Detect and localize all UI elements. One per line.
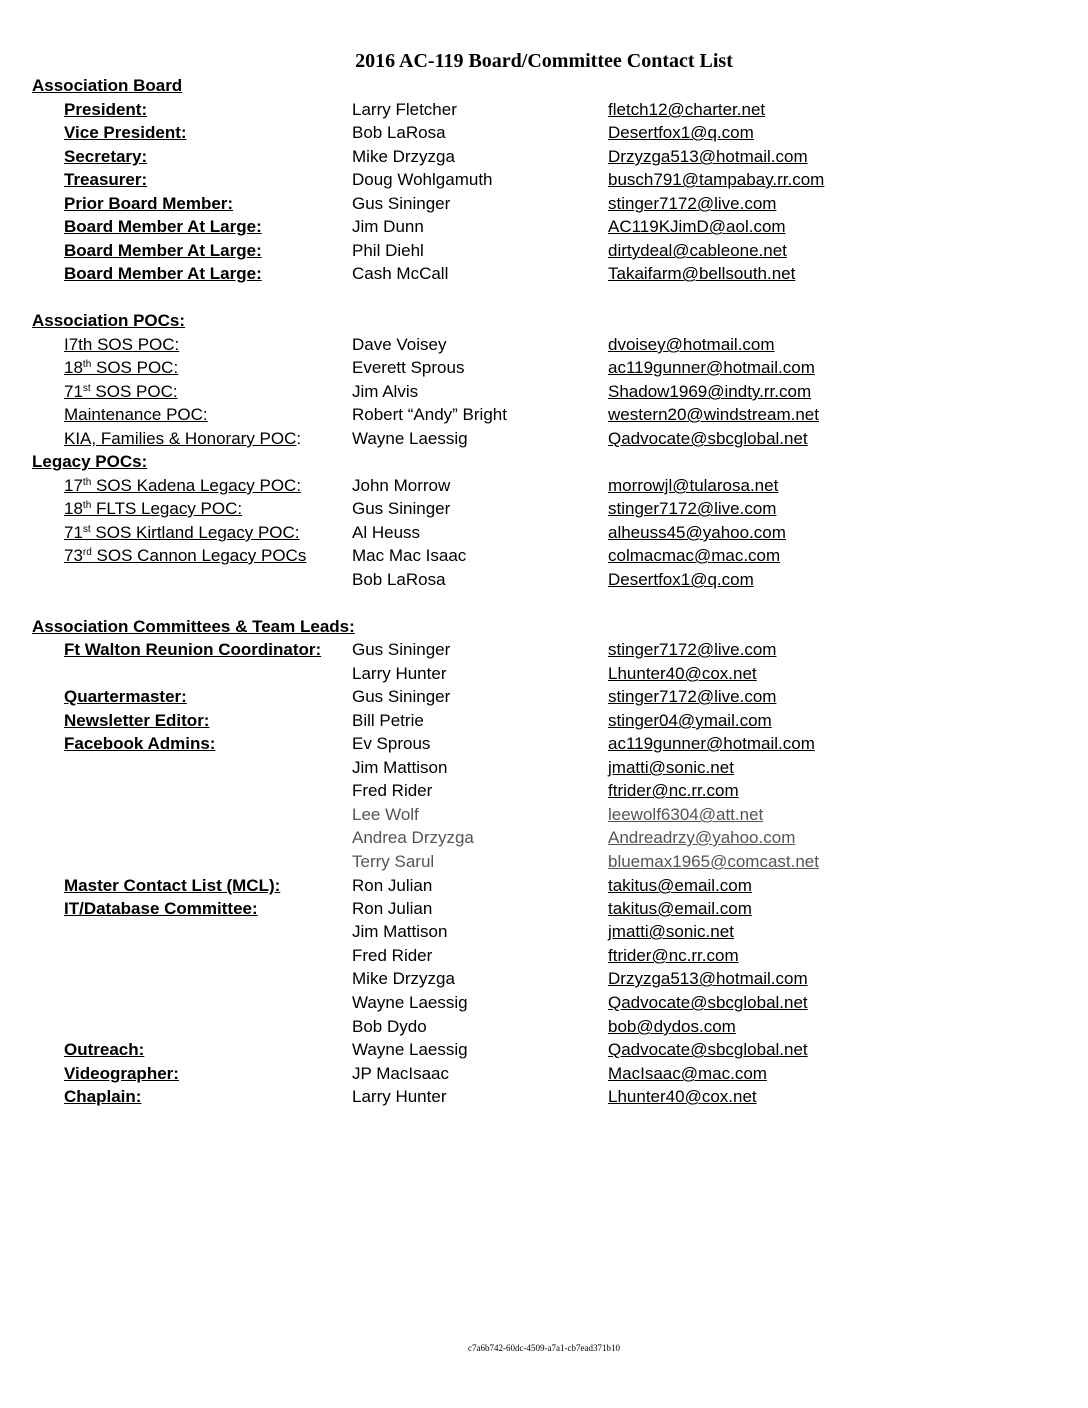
contact-row (0, 685, 1088, 709)
email-link[interactable]: MacIsaac@mac.com (608, 1064, 767, 1083)
email-link[interactable]: Qadvocate@sbcglobal.net (608, 429, 808, 448)
email-link[interactable]: stinger7172@live.com (608, 499, 777, 518)
contact-name: Andrea Drzyzga (352, 828, 474, 847)
contact-row (0, 544, 1088, 568)
contact-row (0, 1062, 1088, 1086)
role-label: 73rd SOS Cannon Legacy POCs (64, 546, 307, 565)
role-label: Vice President: (64, 123, 187, 142)
contact-row (0, 521, 1088, 545)
role-label: 18th SOS POC: (64, 358, 179, 377)
role-label: I7th SOS POC: (64, 335, 180, 354)
contact-row (0, 121, 1088, 145)
email-link[interactable]: stinger7172@live.com (608, 687, 777, 706)
contact-row (0, 1085, 1088, 1109)
contact-row (0, 662, 1088, 686)
contact-name: Gus Sininger (352, 499, 451, 518)
role-label: President: (64, 100, 148, 119)
contact-row (0, 732, 1088, 756)
role-label: Master Contact List (MCL): (64, 876, 281, 895)
email-link[interactable]: Lhunter40@cox.net (608, 1087, 757, 1106)
email-link[interactable]: dvoisey@hotmail.com (608, 335, 775, 354)
contact-row (0, 920, 1088, 944)
contact-row (0, 192, 1088, 216)
email-link[interactable]: Qadvocate@sbcglobal.net (608, 993, 808, 1012)
email-link[interactable]: stinger7172@live.com (608, 640, 777, 659)
section-legacy-pocs: Legacy POCs: (32, 452, 148, 471)
contact-name: Ron Julian (352, 899, 433, 918)
contact-name: Bob LaRosa (352, 570, 446, 589)
contact-name: Fred Rider (352, 781, 433, 800)
section-header-row (0, 309, 1088, 333)
contact-row (0, 356, 1088, 380)
email-link[interactable]: Lhunter40@cox.net (608, 664, 757, 683)
email-link[interactable]: takitus@email.com (608, 899, 752, 918)
contact-row (0, 944, 1088, 968)
contact-name: Larry Fletcher (352, 100, 457, 119)
contact-row (0, 215, 1088, 239)
email-link[interactable]: busch791@tampabay.rr.com (608, 170, 825, 189)
contact-name: Terry Sarul (352, 852, 435, 871)
contact-name: Al Heuss (352, 523, 421, 542)
role-label: Quartermaster: (64, 687, 187, 706)
contact-name: JP MacIsaac (352, 1064, 450, 1083)
contact-row (0, 850, 1088, 874)
contact-row (0, 427, 1088, 451)
email-link[interactable]: jmatti@sonic.net (608, 758, 734, 777)
role-label: Outreach: (64, 1040, 145, 1059)
contact-row (0, 1015, 1088, 1039)
role-label: 17th SOS Kadena Legacy POC: (64, 476, 302, 495)
contact-name: Larry Hunter (352, 664, 447, 683)
contact-row (0, 239, 1088, 263)
contact-row (0, 403, 1088, 427)
email-link[interactable]: bob@dydos.com (608, 1017, 736, 1036)
email-link[interactable]: AC119KJimD@aol.com (608, 217, 786, 236)
role-label: Board Member At Large: (64, 217, 262, 236)
email-link[interactable]: Qadvocate@sbcglobal.net (608, 1040, 808, 1059)
section-committees: Association Committees & Team Leads: (32, 617, 355, 636)
email-link[interactable]: morrowjl@tularosa.net (608, 476, 779, 495)
contact-name: Bob LaRosa (352, 123, 446, 142)
contact-row (0, 333, 1088, 357)
contact-name: Doug Wohlgamuth (352, 170, 493, 189)
email-link[interactable]: Drzyzga513@hotmail.com (608, 147, 808, 166)
email-link[interactable]: ac119gunner@hotmail.com (608, 734, 815, 753)
email-link[interactable]: Shadow1969@indty.rr.com (608, 382, 812, 401)
contact-row (0, 638, 1088, 662)
contact-name: Mike Drzyzga (352, 147, 455, 166)
role-label: 71st SOS POC: (64, 382, 178, 401)
contact-row (0, 168, 1088, 192)
email-link[interactable]: jmatti@sonic.net (608, 922, 734, 941)
role-label: 18th FLTS Legacy POC: (64, 499, 243, 518)
contact-name: Wayne Laessig (352, 993, 468, 1012)
document-id-footer: c7a6b742-60dc-4509-a7a1-cb7ead371b10 (468, 1343, 620, 1353)
email-link[interactable]: western20@windstream.net (608, 405, 819, 424)
contact-name: Bill Petrie (352, 711, 424, 730)
contact-name: Dave Voisey (352, 335, 447, 354)
email-link[interactable]: Desertfox1@q.com (608, 123, 754, 142)
contact-row (0, 897, 1088, 921)
contact-name: Gus Sininger (352, 194, 451, 213)
email-link[interactable]: ac119gunner@hotmail.com (608, 358, 815, 377)
section-association-board: Association Board (32, 76, 183, 95)
email-link[interactable]: Desertfox1@q.com (608, 570, 754, 589)
email-link[interactable]: ftrider@nc.rr.com (608, 781, 739, 800)
document-title: 2016 AC-119 Board/Committee Contact List (355, 50, 733, 72)
section-header-row (0, 450, 1088, 474)
contact-row (0, 967, 1088, 991)
contact-row (0, 497, 1088, 521)
contact-name: Fred Rider (352, 946, 433, 965)
contact-row (0, 474, 1088, 498)
email-link[interactable]: takitus@email.com (608, 876, 752, 895)
contact-name: Phil Diehl (352, 241, 424, 260)
contact-name: Robert “Andy” Bright (352, 405, 507, 424)
role-label: Secretary: (64, 147, 148, 166)
contact-row (0, 779, 1088, 803)
email-link[interactable]: ftrider@nc.rr.com (608, 946, 739, 965)
contact-name: Mike Drzyzga (352, 969, 455, 988)
contact-row (0, 709, 1088, 733)
role-label: Prior Board Member: (64, 194, 234, 213)
email-link[interactable]: leewolf6304@att.net (608, 805, 764, 824)
contact-name: Bob Dydo (352, 1017, 427, 1036)
email-link[interactable]: stinger7172@live.com (608, 194, 777, 213)
email-link[interactable]: stinger04@ymail.com (608, 711, 772, 730)
contact-name: Ev Sprous (352, 734, 431, 753)
contact-name: Jim Dunn (352, 217, 424, 236)
contact-row (0, 826, 1088, 850)
contact-row (0, 380, 1088, 404)
contact-row (0, 1038, 1088, 1062)
contact-name: Ron Julian (352, 876, 433, 895)
role-label: Treasurer: (64, 170, 148, 189)
contact-row (0, 98, 1088, 122)
section-header-row (0, 74, 1088, 98)
contact-name: Jim Alvis (352, 382, 419, 401)
role-label: Board Member At Large: (64, 241, 262, 260)
contact-row (0, 262, 1088, 286)
contact-name: Gus Sininger (352, 640, 451, 659)
email-link[interactable]: colmacmac@mac.com (608, 546, 781, 565)
email-link[interactable]: fletch12@charter.net (608, 100, 766, 119)
email-link[interactable]: bluemax1965@comcast.net (608, 852, 819, 871)
email-link[interactable]: dirtydeal@cableone.net (608, 241, 787, 260)
contact-name: John Morrow (352, 476, 451, 495)
contact-name: Gus Sininger (352, 687, 451, 706)
role-label: Maintenance POC: (64, 405, 208, 424)
contact-name: Lee Wolf (352, 805, 419, 824)
email-link[interactable]: Andreadrzy@yahoo.com (608, 828, 796, 847)
email-link[interactable]: Takaifarm@bellsouth.net (608, 264, 796, 283)
role-label: Chaplain: (64, 1087, 142, 1106)
contact-name: Everett Sprous (352, 358, 465, 377)
role-label: IT/Database Committee: (64, 899, 258, 918)
contact-name: Wayne Laessig (352, 429, 468, 448)
contact-row (0, 568, 1088, 592)
contact-row (0, 145, 1088, 169)
contact-row (0, 756, 1088, 780)
section-header-row (0, 615, 1088, 639)
contact-name: Larry Hunter (352, 1087, 447, 1106)
role-label: Newsletter Editor: (64, 711, 210, 730)
contact-row (0, 874, 1088, 898)
contact-name: Mac Mac Isaac (352, 546, 467, 565)
email-link[interactable]: Drzyzga513@hotmail.com (608, 969, 808, 988)
contact-name: Wayne Laessig (352, 1040, 468, 1059)
section-association-pocs: Association POCs: (32, 311, 186, 330)
contact-row (0, 803, 1088, 827)
contact-name: Cash McCall (352, 264, 449, 283)
role-label: Ft Walton Reunion Coordinator: (64, 640, 322, 659)
contact-row (0, 991, 1088, 1015)
role-label: 71st SOS Kirtland Legacy POC: (64, 523, 300, 542)
role-label: Board Member At Large: (64, 264, 262, 283)
contact-name: Jim Mattison (352, 758, 448, 777)
role-label: Facebook Admins: (64, 734, 216, 753)
role-label: KIA, Families & Honorary POC: (64, 429, 302, 448)
contact-name: Jim Mattison (352, 922, 448, 941)
role-label: Videographer: (64, 1064, 179, 1083)
email-link[interactable]: alheuss45@yahoo.com (608, 523, 786, 542)
